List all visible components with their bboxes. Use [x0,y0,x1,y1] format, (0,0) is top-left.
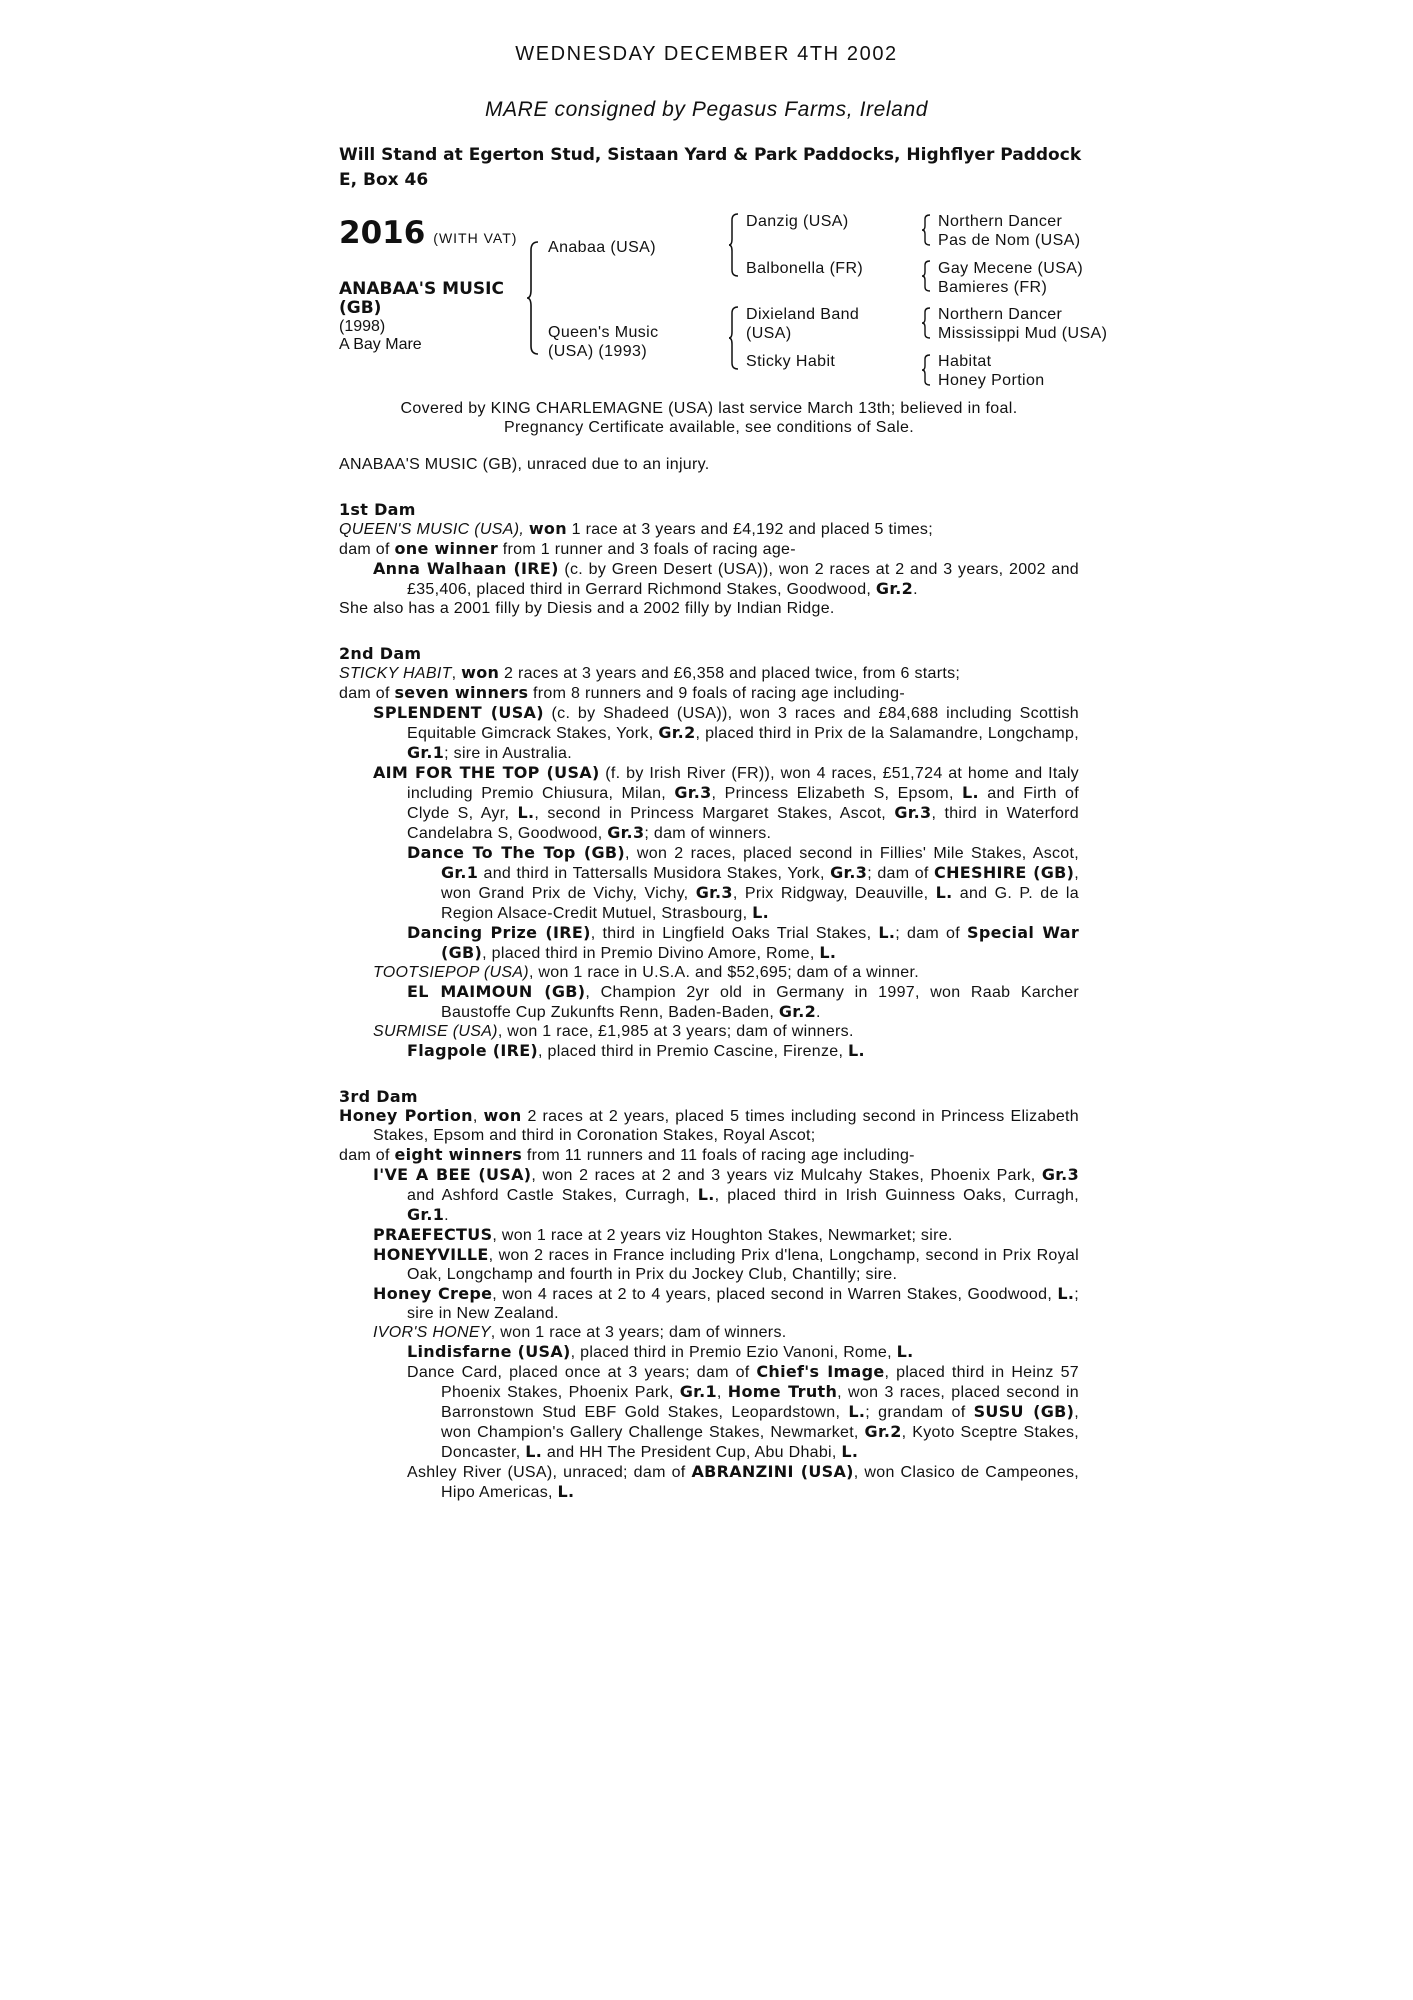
horse-info [339,280,529,354]
horse-name: ANABAA'S MUSIC (GB) [339,279,504,318]
intro-line: ANABAA'S MUSIC (GB), unraced due to an injury. [339,456,710,473]
horse-description: A Bay Mare [339,336,422,353]
pedigree-g2: Dixieland Band (USA) [746,306,860,342]
pedigree-g3: Habitat [938,353,992,370]
catalogue-body [339,455,1079,1502]
pedigree-g2: Danzig (USA) [746,213,849,230]
produce-entry: Ashley River (USA), unraced; dam of ABRANZINI (USA), won Clasico de Campeones, Hipo Americas, L. [407,1462,1079,1501]
dam-line: STICKY HABIT, won 2 races at 3 years and £6,358 and placed twice, from 6 starts; [339,663,961,682]
pedigree-g3: Northern Dancer [938,213,1063,230]
dam-line: Honey Portion, won 2 races at 2 years, placed 5 times including second in Princess Elizabeth Stakes, Epsom and third in Coronation Stakes, Royal Ascot; [339,1106,1079,1144]
dam-line: QUEEN'S MUSIC (USA), won 1 race at 3 years and £4,192 and placed 5 times; [339,519,933,538]
dam-produce-line: dam of seven winners from 8 runners and 9 foals of racing age including- [339,683,906,702]
brace-icon [728,305,740,371]
produce-entry: EL MAIMOUN (GB), Champion 2yr old in Germany in 1997, won Raab Karcher Baustoffe Cup Zukunfts Renn, Baden-Baden, Gr.2. [407,982,1079,1021]
pedigree-sire: Anabaa (USA) [548,239,656,256]
section-heading: 1st Dam [339,500,416,519]
produce-entry: SPLENDENT (USA) (c. by Shadeed (USA)), won 3 races and £84,688 including Scottish Equitable Gimcrack Stakes, York, Gr.2, placed third in Prix de la Salamandre, Longchamp, Gr.1; sire in Australia. [373,703,1079,762]
pedigree-g3: Mississippi Mud (USA) [938,325,1108,342]
pedigree-g3: Bamieres (FR) [938,279,1048,296]
sale-date: WEDNESDAY DECEMBER 4TH 2002 [515,43,898,65]
produce-entry: Dance To The Top (GB), won 2 races, placed second in Fillies' Mile Stakes, Ascot, Gr.1 and third in Tattersalls Musidora Stakes, York, Gr.3; dam of CHESHIRE (GB), won Grand Prix de Vichy, Vichy, Gr.3, Prix Ridgway, Deauville, L. and G. P. de la Region Alsace-Credit Mutuel, Strasbourg, L. [407,843,1079,922]
dam-produce-line: dam of eight winners from 11 runners and 11 foals of racing age including- [339,1145,915,1164]
produce-entry: IVOR'S HONEY, won 1 race at 3 years; dam of winners. [373,1324,787,1341]
produce-entry: PRAEFECTUS, won 1 race at 2 years viz Houghton Stakes, Newmarket; sire. [373,1225,953,1244]
brace-icon [921,306,931,340]
brace-icon [921,259,931,293]
dam-produce-line: dam of one winner from 1 runner and 3 foals of racing age- [339,539,796,558]
lot-number-block [339,215,517,251]
pedigree-g3: Pas de Nom (USA) [938,232,1081,249]
produce-entry: Dancing Prize (IRE), third in Lingfield Oaks Trial Stakes, L.; dam of Special War (GB), placed third in Premio Divino Amore, Rome, L. [407,923,1080,962]
produce-entry: Honey Crepe, won 4 races at 2 to 4 years, placed second in Warren Stakes, Goodwood, L.; sire in New Zealand. [373,1284,1079,1322]
brace-icon [728,212,740,278]
pedigree-g3: Honey Portion [938,372,1045,389]
produce-entry: TOOTSIEPOP (USA), won 1 race in U.S.A. and $52,695; dam of a winner. [373,964,919,981]
produce-entry: AIM FOR THE TOP (USA) (f. by Irish River (FR)), won 4 races, £51,724 at home and Italy including Premio Chiusura, Milan, Gr.3, Princess Elizabeth S, Epsom, L. and Firth of Clyde S, Ayr, L., second in Princess Margaret Stakes, Ascot, Gr.3, third in Waterford Candelabra S, Goodwood, Gr.3; dam of winners. [373,763,1079,842]
vat-note: (WITH VAT) [433,230,518,246]
section-heading: 3rd Dam [339,1087,418,1106]
brace-icon [526,300,540,360]
consignor-line: MARE consigned by Pegasus Farms, Ireland [484,98,929,121]
dam-note: She also has a 2001 filly by Diesis and a 2002 filly by Indian Ridge. [339,600,835,617]
lot-number: 2016 [339,215,426,251]
brace-icon [921,353,931,387]
pedigree-g2: Sticky Habit [746,353,836,370]
horse-year: (1998) [339,318,386,335]
produce-entry: I'VE A BEE (USA), won 2 races at 2 and 3 years viz Mulcahy Stakes, Phoenix Park, Gr.3 and Ashford Castle Stakes, Curragh, L., placed third in Irish Guinness Oaks, Curragh, Gr.1. [373,1165,1079,1224]
pedigree-g3: Northern Dancer [938,306,1063,323]
section-heading: 2nd Dam [339,644,422,663]
covered-note: Covered by KING CHARLEMAGNE (USA) last service March 13th; believed in foal. Pregnancy Certificate available, see conditions of Sale. [400,400,1018,436]
produce-entry: Flagpole (IRE), placed third in Premio Cascine, Firenze, L. [407,1041,865,1060]
produce-entry: SURMISE (USA), won 1 race, £1,985 at 3 years; dam of winners. [373,1023,854,1040]
pedigree-g2: Balbonella (FR) [746,260,864,277]
produce-entry: Anna Walhaan (IRE) (c. by Green Desert (USA)), won 2 races at 2 and 3 years, 2002 and £35,406, placed third in Gerrard Richmond Stakes, Goodwood, Gr.2. [373,559,1079,598]
produce-entry: HONEYVILLE, won 2 races in France including Prix d'lena, Longchamp, second in Prix Royal Oak, Longchamp and fourth in Prix du Jockey Club, Chantilly; sire. [373,1245,1079,1283]
produce-entry: Dance Card, placed once at 3 years; dam of Chief's Image, placed third in Heinz 57 Phoenix Stakes, Phoenix Park, Gr.1, Home Truth, won 3 races, placed second in Barronstown Stud EBF Gold Stakes, Leopardstown, L.; grandam of SUSU (GB), won Champion's Gallery Challenge Stakes, Newmarket, Gr.2, Kyoto Sceptre Stakes, Doncaster, L. and HH The President Cup, Abu Dhabi, L. [407,1362,1080,1461]
pedigree-g3: Gay Mecene (USA) [938,260,1084,277]
stand-location: Will Stand at Egerton Stud, Sistaan Yard & Park Paddocks, Highflyer Paddock E, Box 46 [339,145,1082,190]
brace-icon [921,213,931,247]
produce-entry: Lindisfarne (USA), placed third in Premio Ezio Vanoni, Rome, L. [407,1342,914,1361]
pedigree-dam: Queen's Music (USA) (1993) [548,324,659,360]
